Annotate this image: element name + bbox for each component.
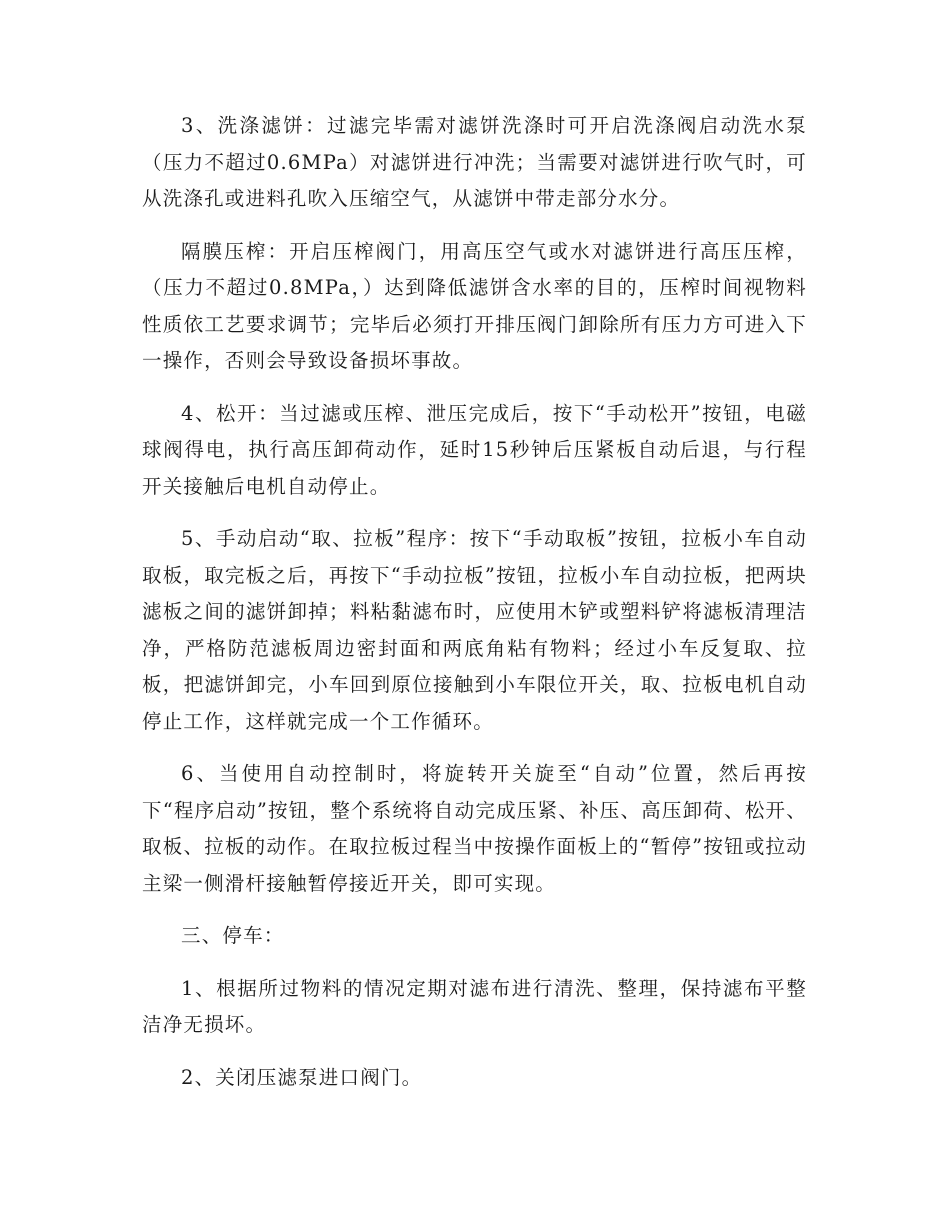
- paragraph-release: 4、松开：当过滤或压榨、泄压完成后，按下“手动松开”按钮，电磁球阀得电，执行高压卸荷动作，延时15秒钟后压紧板自动后退，与行程开关接触后电机自动停止。: [142, 401, 807, 498]
- section-heading-shutdown: 三、停车：: [181, 924, 285, 947]
- paragraph-wash-filter-cake: 3、洗涤滤饼：过滤完毕需对滤饼洗涤时可开启洗涤阀启动洗水泵（压力不超过0.6MPa）对滤饼进行冲洗；当需要对滤饼进行吹气时，可从洗涤孔或进料孔吹入压缩空气，从滤饼中带走部分水分。: [142, 114, 807, 210]
- paragraph-clean-filter-cloth: 1、根据所过物料的情况定期对滤布进行清洗、整理，保持滤布平整洁净无损坏。: [142, 976, 807, 1036]
- paragraph-auto-control: 6、当使用自动控制时，将旋转开关旋至“自动”位置，然后再按下“程序启动”按钮，整个系统将自动完成压紧、补压、高压卸荷、松开、取板、拉板的动作。在取拉板过程当中按操作面板上的“暂停”按钮或拉动主梁一侧滑杆接触暂停接近开关，即可实现。: [142, 762, 807, 895]
- document-body: [142, 108, 807, 1112]
- paragraph-diaphragm-press: 隔膜压榨：开启压榨阀门，用高压空气或水对滤饼进行高压压榨，（压力不超过0.8MPa，）达到降低滤饼含水率的目的，压榨时间视物料性质依工艺要求调节；完毕后必须打开排压阀门卸除所有压力方可进入下一操作，否则会导致设备损坏事故。: [142, 239, 807, 372]
- paragraph-manual-pull-plate: 5、手动启动“取、拉板”程序：按下“手动取板”按钮，拉板小车自动取板，取完板之后，再按下“手动拉板”按钮，拉板小车自动拉板，把两块滤板之间的滤饼卸掉；料粘黏滤布时，应使用木铲或塑料铲将滤板清理洁净，严格防范滤板周边密封面和两底角粘有物料；经过小车反复取、拉板，把滤饼卸完，小车回到原位接触到小车限位开关，取、拉板电机自动停止工作，这样就完成一个工作循环。: [142, 527, 807, 733]
- paragraph-close-valve: 2、关闭压滤泵进口阀门。: [181, 1065, 423, 1089]
